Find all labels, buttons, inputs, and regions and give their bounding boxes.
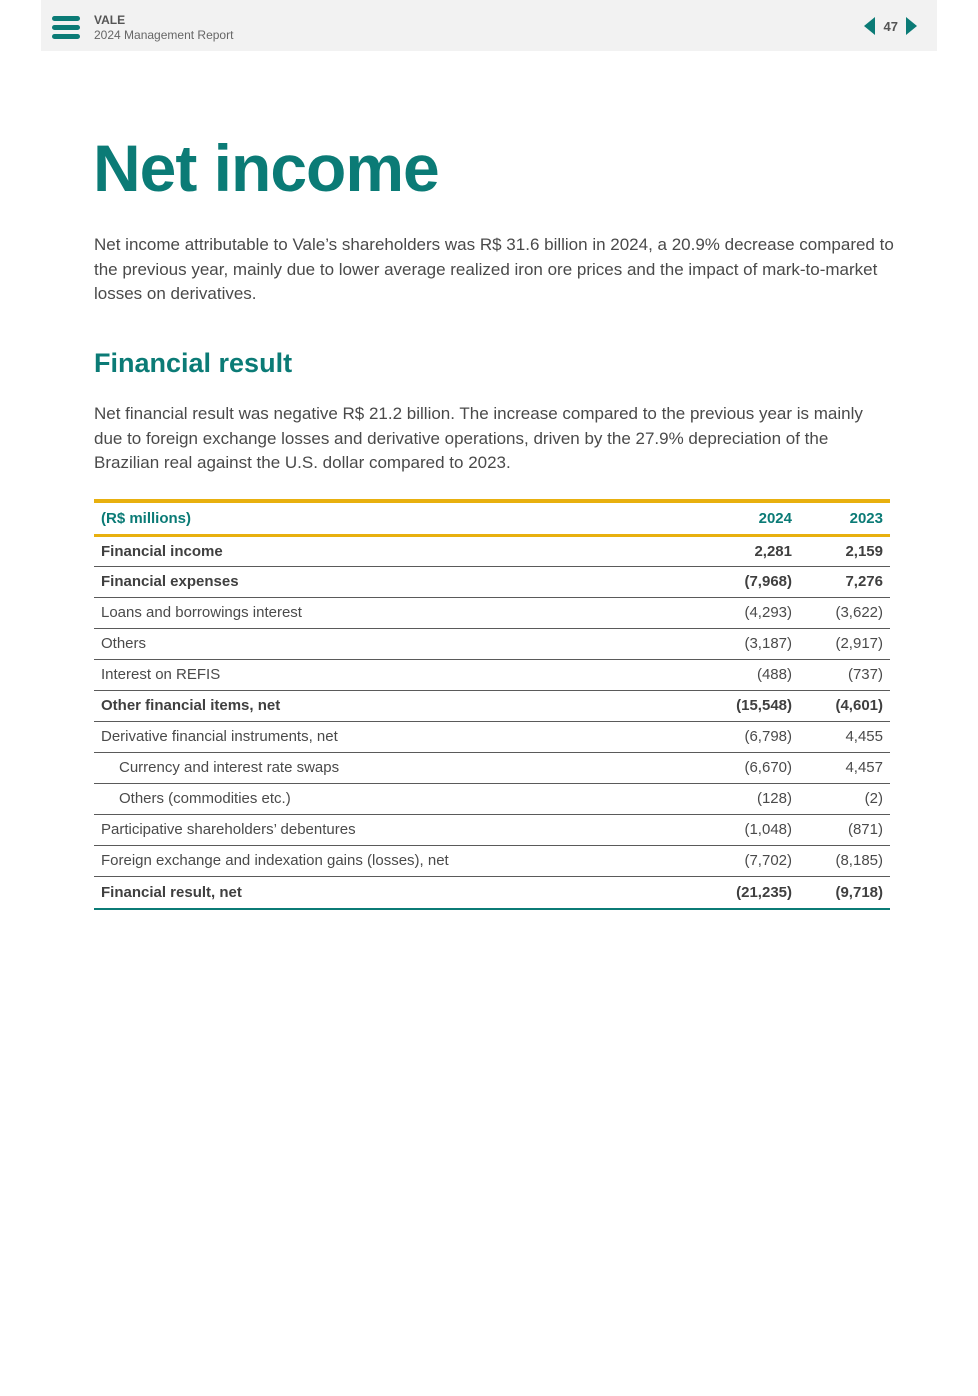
value-2023: (871) <box>799 814 890 845</box>
table-header-row <box>94 501 890 535</box>
table-row <box>94 535 890 566</box>
value-2024: (6,670) <box>700 752 799 783</box>
pager <box>864 17 917 35</box>
value-2023: 4,457 <box>799 752 890 783</box>
table-row <box>94 690 890 721</box>
row-label: Participative shareholders’ debentures <box>94 814 700 845</box>
table-total-row <box>94 876 890 909</box>
value-2023: 7,276 <box>799 566 890 597</box>
previous-page-icon[interactable] <box>864 17 875 35</box>
next-page-icon[interactable] <box>906 17 917 35</box>
table-row <box>94 721 890 752</box>
section-heading: Financial result <box>94 348 293 378</box>
row-label: Others (commodities etc.) <box>94 783 700 814</box>
intro-paragraph: Net income attributable to Vale’s shareholders was R$ 31.6 billion in 2024, a 20.9% decrease compared to the previous year, mainly due to lower average realized iron ore prices and the impact of mark-to-market losses on derivatives. <box>94 235 894 303</box>
brand-name: VALE <box>94 13 126 27</box>
value-2023: (737) <box>799 659 890 690</box>
value-2024: (4,293) <box>700 597 799 628</box>
table-row <box>94 752 890 783</box>
row-label: Derivative financial instruments, net <box>94 721 700 752</box>
table-row <box>94 845 890 876</box>
value-2024: (128) <box>700 783 799 814</box>
table-row <box>94 659 890 690</box>
row-label: Financial expenses <box>94 566 700 597</box>
table-row <box>94 628 890 659</box>
page-title: Net income <box>93 131 439 205</box>
header-units: (R$ millions) <box>94 501 700 535</box>
value-2023: (9,718) <box>799 876 890 909</box>
row-label: Other financial items, net <box>94 690 700 721</box>
page-number: 47 <box>883 18 898 34</box>
header-2024: 2024 <box>700 501 799 535</box>
brand <box>94 13 233 43</box>
table-row <box>94 597 890 628</box>
value-2024: (21,235) <box>700 876 799 909</box>
value-2023: (2,917) <box>799 628 890 659</box>
financial-result-table <box>94 499 890 910</box>
header-2023: 2023 <box>799 501 890 535</box>
value-2024: (15,548) <box>700 690 799 721</box>
value-2023: 2,159 <box>799 535 890 566</box>
value-2024: (6,798) <box>700 721 799 752</box>
value-2023: 4,455 <box>799 721 890 752</box>
table-row <box>94 783 890 814</box>
row-label: Loans and borrowings interest <box>94 597 700 628</box>
row-label: Financial result, net <box>94 876 700 909</box>
value-2023: (4,601) <box>799 690 890 721</box>
value-2024: (3,187) <box>700 628 799 659</box>
row-label: Others <box>94 628 700 659</box>
value-2024: (488) <box>700 659 799 690</box>
row-label: Financial income <box>94 535 700 566</box>
table-row <box>94 814 890 845</box>
value-2023: (2) <box>799 783 890 814</box>
value-2023: (3,622) <box>799 597 890 628</box>
menu-icon[interactable] <box>52 16 80 40</box>
value-2024: (1,048) <box>700 814 799 845</box>
table-row <box>94 566 890 597</box>
top-bar <box>41 0 937 51</box>
value-2024: (7,968) <box>700 566 799 597</box>
row-label: Interest on REFIS <box>94 659 700 690</box>
value-2024: (7,702) <box>700 845 799 876</box>
value-2023: (8,185) <box>799 845 890 876</box>
row-label: Foreign exchange and indexation gains (losses), net <box>94 845 700 876</box>
value-2024: 2,281 <box>700 535 799 566</box>
report-title: 2024 Management Report <box>94 28 234 42</box>
section-paragraph: Net financial result was negative R$ 21.2 billion. The increase compared to the previous year is mainly due to foreign exchange losses and derivative operations, driven by the 27.9% depreciation of the Brazilian real against the U.S. dollar compared to 2023. <box>94 404 863 472</box>
row-label: Currency and interest rate swaps <box>94 752 700 783</box>
